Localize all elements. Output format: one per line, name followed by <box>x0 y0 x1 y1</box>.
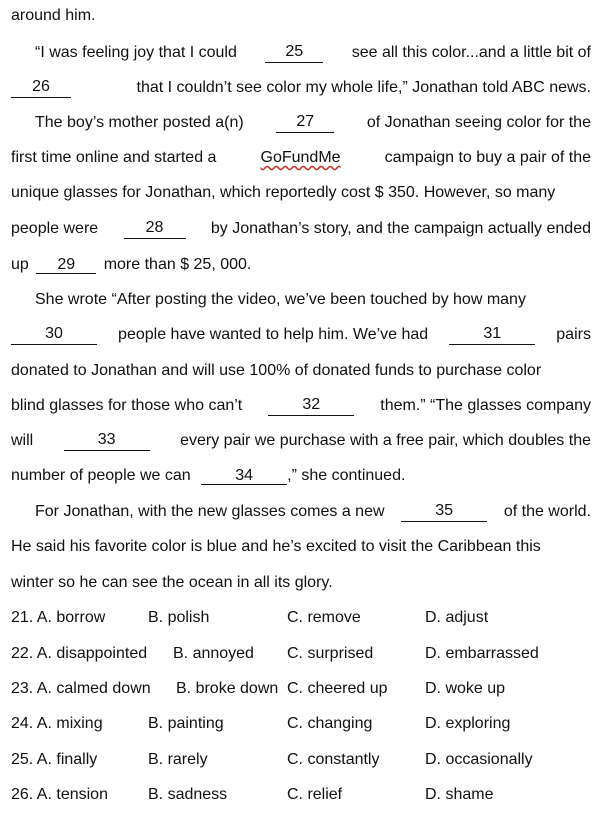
passage-line-9: She wrote “After posting the video, we’ve been touched by how many <box>35 291 526 308</box>
passage-line-11: donated to Jonathan and will use 100% of donated funds to purchase color <box>11 362 542 379</box>
option-d: D. shame <box>425 786 494 803</box>
option-b: B. sadness <box>148 786 228 803</box>
passage-line-13: will 33 every pair we purchase with a free pair, which doubles the <box>11 431 591 449</box>
passage-line-6: unique glasses for Jonathan, which reportedly cost $ 350. However, so many <box>11 184 556 201</box>
gofundme-term: GoFundMe <box>260 149 341 166</box>
blank-29: 29 <box>36 256 96 274</box>
passage-line-14: number of people we can 34 ,” she continued. <box>11 467 406 484</box>
option-d: D. adjust <box>425 609 489 626</box>
passage-line-1: around him. <box>11 7 96 24</box>
passage-line-8: up 29 more than $ 25, 000. <box>11 256 252 273</box>
passage-line-10: 30 people have wanted to help him. We’ve had 31 pairs <box>11 325 591 345</box>
option-a: 26. A. tension <box>11 786 108 803</box>
option-b: B. polish <box>148 609 210 626</box>
blank-35: 35 <box>401 502 487 522</box>
blank-34: 34 <box>201 467 287 485</box>
blank-30: 30 <box>11 325 97 345</box>
option-b: B. annoyed <box>173 645 254 662</box>
passage-line-16: He said his favorite color is blue and he’s excited to visit the Caribbean this <box>11 538 541 555</box>
passage-line-5: first time online and started a GoFundMe campaign to buy a pair of the <box>11 149 591 166</box>
blank-26: 26 <box>11 78 71 98</box>
passage-line-17: winter so he can see the ocean in all its glory. <box>11 574 333 591</box>
blank-32: 32 <box>268 396 354 416</box>
option-a: 25. A. finally <box>11 751 98 768</box>
option-b: B. broke down <box>176 680 279 697</box>
passage-line-12: blind glasses for those who can’t 32 them.” “The glasses company <box>11 396 591 414</box>
option-d: D. occasionally <box>425 751 533 768</box>
blank-33: 33 <box>64 431 150 451</box>
option-a: 21. A. borrow <box>11 609 106 626</box>
blank-28: 28 <box>124 219 186 239</box>
passage-line-7: people were 28 by Jonathan’s story, and the campaign actually ended <box>11 219 591 237</box>
passage-line-15: For Jonathan, with the new glasses comes a new 35 of the world. <box>35 502 591 520</box>
blank-25: 25 <box>265 43 323 63</box>
option-c: C. surprised <box>287 645 374 662</box>
option-d: D. woke up <box>425 680 506 697</box>
passage-line-2: “I was feeling joy that I could 25 see all this color...and a little bit of <box>35 43 591 61</box>
option-a: 24. A. mixing <box>11 715 103 732</box>
option-b: B. rarely <box>148 751 208 768</box>
option-c: C. remove <box>287 609 361 626</box>
option-a: 23. A. calmed down <box>11 680 151 697</box>
passage-line-4: The boy’s mother posted a(n) 27 of Jonathan seeing color for the <box>35 113 591 131</box>
option-c: C. changing <box>287 715 373 732</box>
blank-27: 27 <box>276 113 334 133</box>
passage-line-3: 26 that I couldn’t see color my whole life,” Jonathan told ABC news. <box>11 78 591 98</box>
option-a: 22. A. disappointed <box>11 645 148 662</box>
option-c: C. relief <box>287 786 343 803</box>
blank-31: 31 <box>449 325 535 345</box>
option-d: D. exploring <box>425 715 511 732</box>
option-c: C. constantly <box>287 751 380 768</box>
option-d: D. embarrassed <box>425 645 539 662</box>
option-c: C. cheered up <box>287 680 388 697</box>
option-b: B. painting <box>148 715 224 732</box>
